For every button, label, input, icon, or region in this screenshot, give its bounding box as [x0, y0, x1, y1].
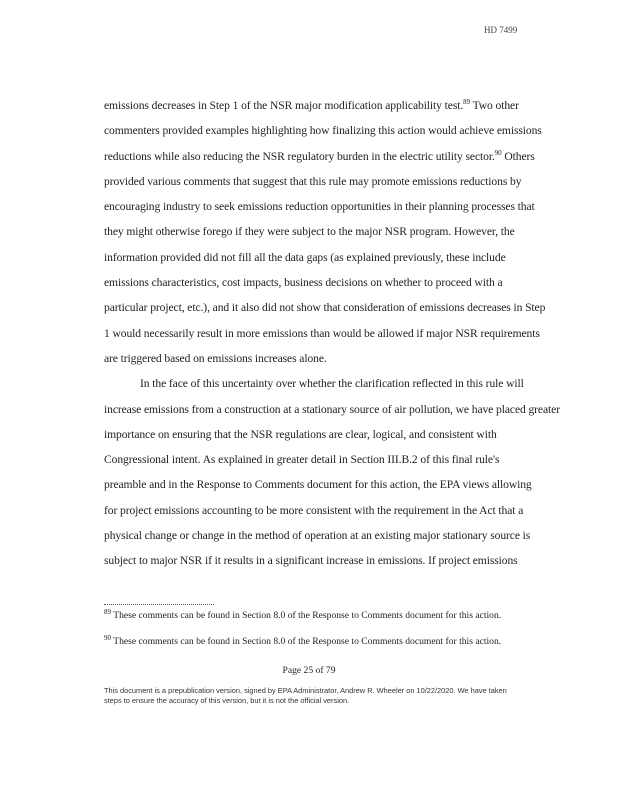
- text-line: encouraging industry to seek emissions reduction opportunities in their planning processes that: [104, 200, 535, 214]
- text-line: particular project, etc.), and it also did not show that consideration of emissions decreases in Step: [104, 301, 546, 315]
- text-line: importance on ensuring that the NSR regulations are clear, logical, and consistent with: [104, 427, 497, 441]
- document-code: HD 7499: [484, 25, 518, 35]
- text-line: preamble and in the Response to Comments document for this action, the EPA views allowing: [104, 478, 532, 492]
- footnote-number: 90: [104, 633, 111, 642]
- text-line: increase emissions from a construction at a stationary source of air pollution, we have placed greater: [104, 402, 560, 416]
- footnote-ref[interactable]: 90: [494, 148, 502, 157]
- footnote: [104, 607, 516, 621]
- text-line: they might otherwise forego if they were subject to the major NSR program. However, the: [104, 225, 515, 239]
- disclaimer: This document is a prepublication version, signed by EPA Administrator, Andrew R. Wheeler on 10/22/2020. We have taken steps to ensure the accuracy of this version, but it is not the official version.: [104, 686, 507, 705]
- text-span: reductions while also reducing the NSR regulatory burden in the electric utility sector.: [104, 149, 495, 163]
- text-line: provided various comments that suggest that this rule may promote emissions reductions by: [104, 174, 522, 188]
- text-line: physical change or change in the method of operation at an existing major stationary source is: [104, 529, 531, 543]
- text-line: 1 would necessarily result in more emissions than would be allowed if major NSR requirements: [104, 326, 540, 340]
- text-line: In the face of this uncertainty over whether the clarification reflected in this rule will: [140, 377, 524, 391]
- text-line: [104, 93, 519, 118]
- footnote-divider: [104, 604, 214, 605]
- text-span: Others: [501, 149, 535, 163]
- page-number: Page 25 of 79: [282, 665, 336, 676]
- text-line: for project emissions accounting to be more consistent with the requirement in the Act that a: [104, 503, 524, 517]
- text-span: Two other: [469, 99, 519, 112]
- text-line: information provided did not fill all the data gaps (as explained previously, these include: [104, 250, 506, 264]
- text-span: emissions decreases in Step 1 of the NSR major modification applicability test.: [104, 99, 464, 112]
- text-line: Congressional intent. As explained in greater detail in Section III.B.2 of this final rule's: [104, 453, 500, 467]
- footnote-number: 89: [104, 607, 111, 616]
- footnote-text: These comments can be found in Section 8.0 of the Response to Comments document for this action.: [113, 636, 502, 647]
- text-line: emissions characteristics, cost impacts, business decisions on whether to proceed with a: [104, 276, 503, 290]
- footnote: [104, 633, 516, 647]
- text-line: [104, 144, 535, 169]
- text-line: commenters provided examples highlighting how finalizing this action would achieve emissions: [104, 124, 542, 138]
- text-line: are triggered based on emissions increases alone.: [104, 351, 327, 365]
- body-text: [104, 93, 560, 574]
- text-line: subject to major NSR if it results in a significant increase in emissions. If project emissions: [104, 554, 518, 568]
- footnote-ref[interactable]: 89: [463, 98, 470, 107]
- footnote-text: These comments can be found in Section 8.0 of the Response to Comments document for this action.: [113, 610, 502, 621]
